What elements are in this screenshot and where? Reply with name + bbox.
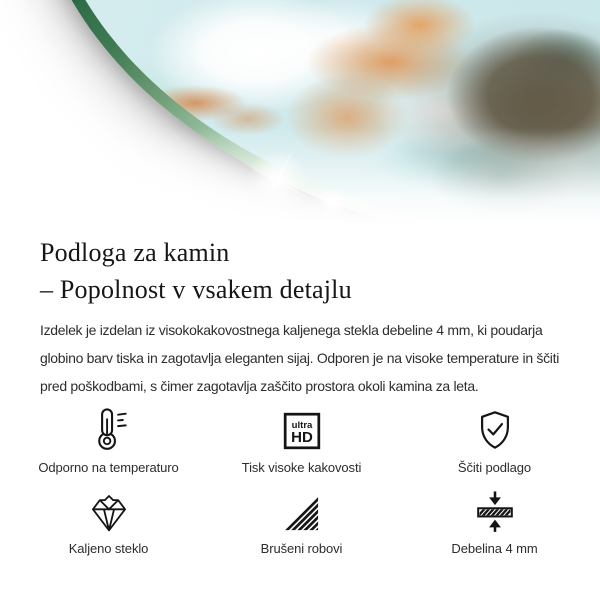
title-line-1: Podloga za kamin <box>40 238 230 267</box>
title-line-2: – Popolnost v vsakem detajlu <box>40 275 352 304</box>
feature-label: Debelina 4 mm <box>451 541 538 556</box>
feature-heat-resistant <box>12 407 205 475</box>
shield-check-icon <box>398 407 591 451</box>
ultra-hd-badge-top: ultra <box>291 419 312 431</box>
feature-print-quality <box>205 407 398 475</box>
feature-label: Tisk visoke kakovosti <box>241 460 362 475</box>
thermometer-icon <box>12 407 205 451</box>
feature-label: Kaljeno steklo <box>68 541 149 556</box>
compress-arrows-icon <box>398 492 591 532</box>
feature-grid <box>12 407 592 556</box>
page-title <box>40 234 600 308</box>
feature-tempered-glass <box>12 492 205 556</box>
product-hero-image <box>0 0 600 232</box>
ultra-hd-badge-bottom: HD <box>290 428 313 446</box>
feature-protects-surface <box>398 407 591 475</box>
product-description: Izdelek je izdelan iz visokokakovostnega kaljenega stekla debeline 4 mm, ki poudarja globino barv tiska in zagotavlja eleganten sijaj. Odporen je na visoke temperature in ščiti pred poškodbami, s čimer zagotavlja zaščito prostora okoli kamina za leta. <box>40 322 560 394</box>
feature-label: Odporno na temperaturo <box>38 460 179 475</box>
hatched-edges-icon <box>205 492 398 532</box>
feature-label: Ščiti podlago <box>457 460 532 475</box>
feature-label: Brušeni robovi <box>260 541 343 556</box>
diamond-icon <box>12 492 205 532</box>
feature-polished-edges <box>205 492 398 556</box>
product-details-section <box>0 234 600 556</box>
feature-thickness <box>398 492 591 556</box>
ultra-hd-icon <box>205 407 398 451</box>
hero-bottom-fade <box>0 0 600 232</box>
